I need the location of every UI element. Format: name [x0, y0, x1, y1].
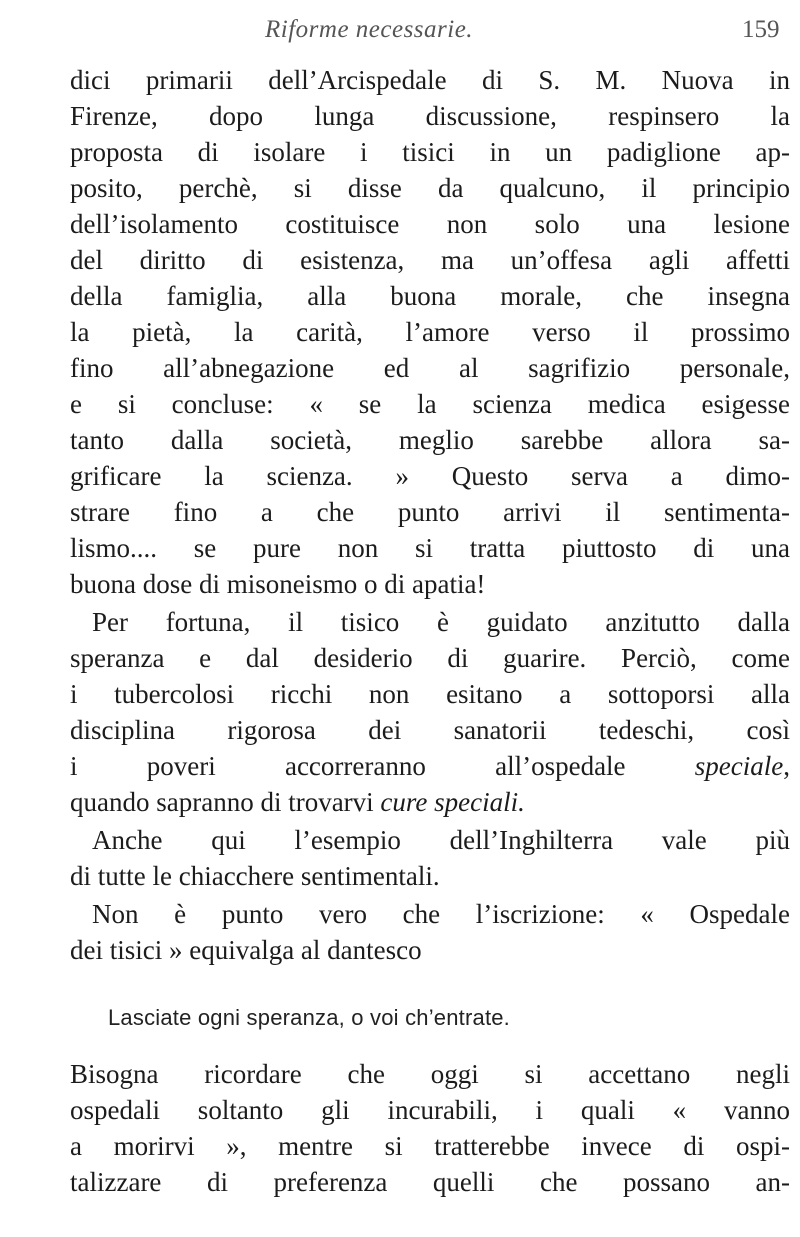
- text-line: dici primarii dell’Arcispedale di S. M. Nuova in: [70, 65, 790, 95]
- running-title: Riforme necessarie.: [265, 16, 474, 43]
- text-line: [70, 784, 790, 820]
- text-line: Firenze, dopo lunga discussione, respinsero la: [70, 101, 790, 131]
- text-line: tanto dalla società, meglio sarebbe allora sa-: [70, 425, 790, 455]
- text-line: della famiglia, alla buona morale, che insegna: [70, 281, 790, 311]
- text-span: quando sapranno di trovarvi: [70, 787, 381, 817]
- running-head: [0, 16, 800, 50]
- text-line: dei tisici » equivalga al dantesco: [70, 935, 422, 965]
- italic-term: speciale: [694, 751, 784, 781]
- text-span: ,: [783, 751, 790, 781]
- text-line: Bisogna ricordare che oggi si accettano negli: [70, 1059, 790, 1089]
- text-line: Non è punto vero che l’iscrizione: « Ospedale: [92, 899, 790, 929]
- text-line: fino all’abnegazione ed al sagrifizio personale,: [70, 353, 790, 383]
- text-line: ospedali soltanto gli incurabili, i quali « vanno: [70, 1095, 790, 1125]
- text-line: [70, 748, 790, 784]
- text-line: disciplina rigorosa dei sanatorii tedeschi, così: [70, 715, 790, 745]
- text-line: e si concluse: « se la scienza medica esigesse: [70, 389, 790, 419]
- text-line: speranza e dal desiderio di guarire. Perciò, come: [70, 643, 790, 673]
- text-line: talizzare di preferenza quelli che possano an-: [70, 1167, 790, 1197]
- text-line: lismo.... se pure non si tratta piuttosto di una: [70, 533, 790, 563]
- page-number: 159: [742, 16, 780, 43]
- text-line: grificare la scienza. » Questo serva a dimo-: [70, 461, 790, 491]
- text-line: strare fino a che punto arrivi il sentimenta-: [70, 497, 790, 527]
- text-line: dell’isolamento costituisce non solo una lesione: [70, 209, 790, 239]
- text-line: Per fortuna, il tisico è guidato anzitutto dalla: [92, 607, 790, 637]
- text-line: proposta di isolare i tisici in un padiglione ap-: [70, 137, 790, 167]
- text-line: Anche qui l’esempio dell’Inghilterra vale più: [92, 825, 790, 855]
- text-line: la pietà, la carità, l’amore verso il prossimo: [70, 317, 790, 347]
- epigraph-quote: Lasciate ogni speranza, o voi ch’entrate.: [108, 1005, 510, 1030]
- text-line: i tubercolosi ricchi non esitano a sottoporsi alla: [70, 679, 790, 709]
- text-line: posito, perchè, si disse da qualcuno, il principio: [70, 173, 790, 203]
- italic-term: cure speciali.: [380, 787, 525, 817]
- text-line: di tutte le chiacchere sentimentali.: [70, 861, 440, 891]
- text-line: del diritto di esistenza, ma un’offesa agli affetti: [70, 245, 790, 275]
- text-line: buona dose di misoneismo o di apatia!: [70, 569, 486, 599]
- text-span: i poveri accorreranno all’ospedale: [70, 751, 695, 781]
- text-line: a morirvi », mentre si tratterebbe invece di ospi-: [70, 1131, 790, 1161]
